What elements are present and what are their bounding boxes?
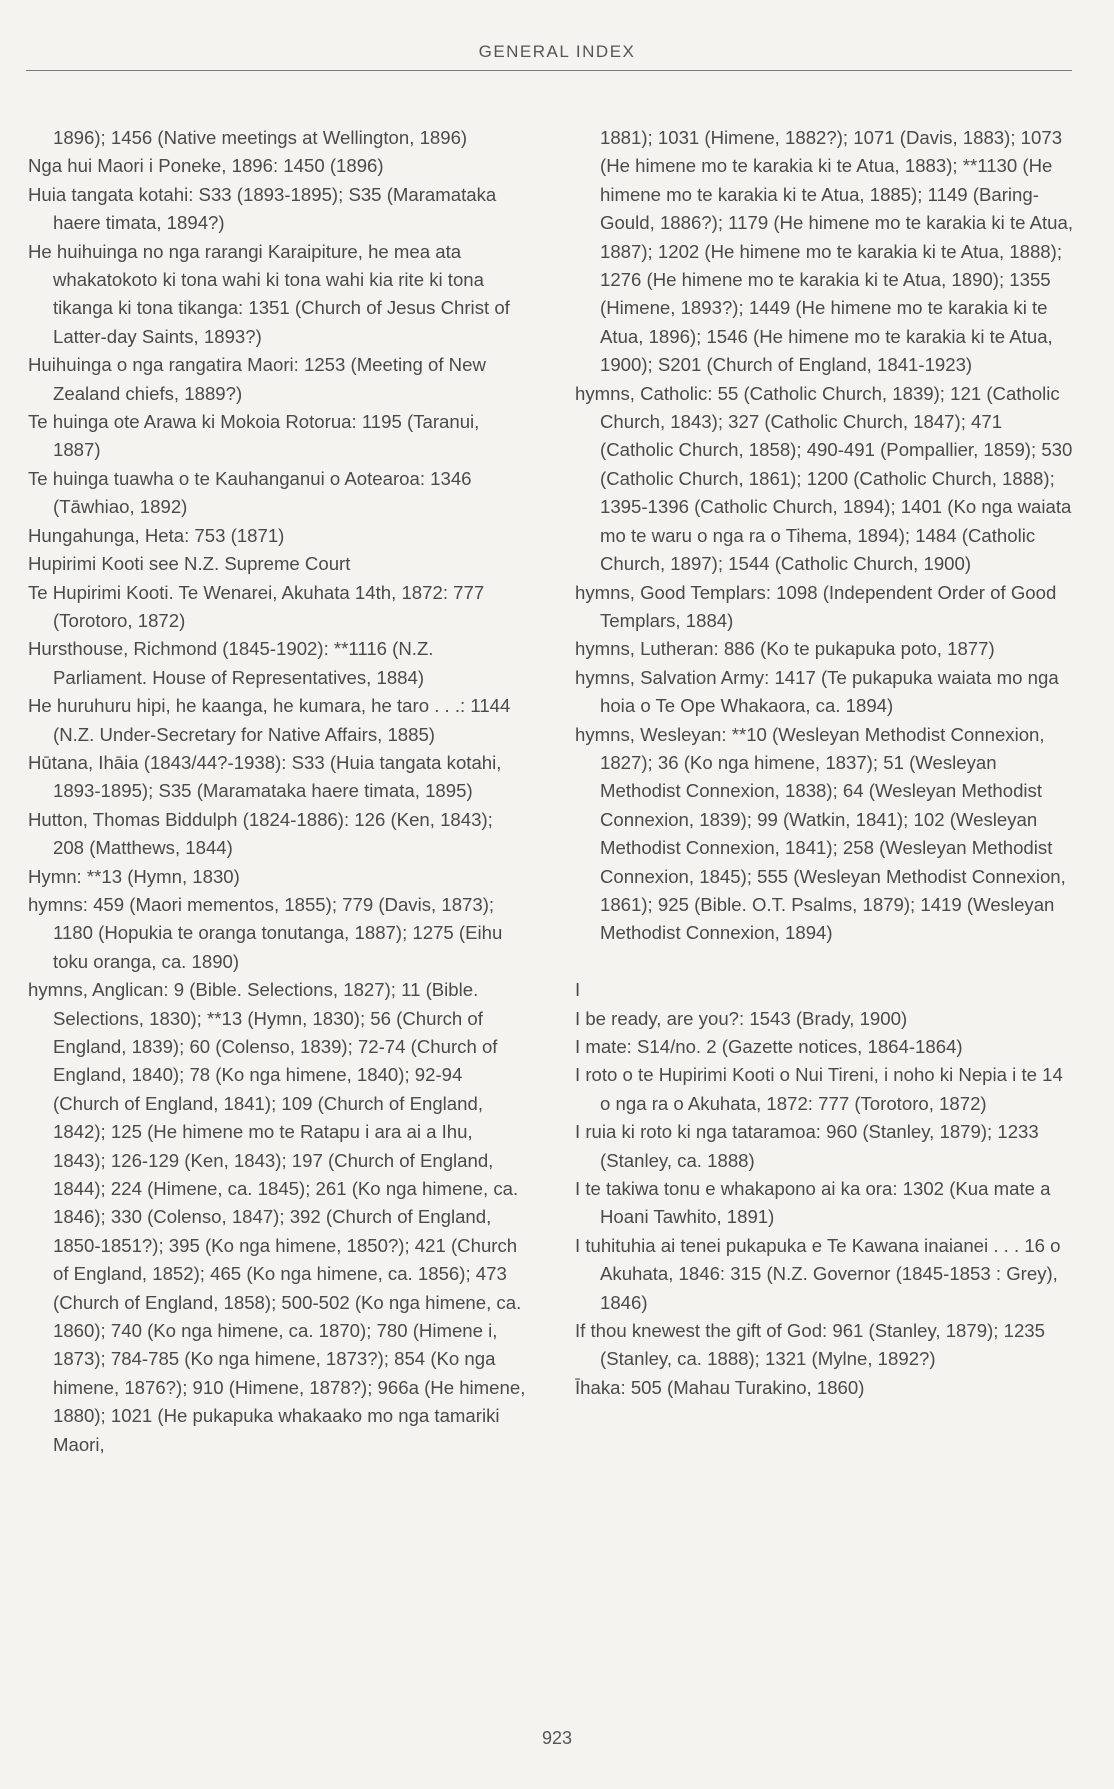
left-column [28, 124, 528, 1459]
index-entry: hymns: 459 (Maori mementos, 1855); 779 (Davis, 1873); 1180 (Hopukia te oranga tonutanga, 1887); 1275 (Eihu toku oranga, ca. 1890) [28, 893, 503, 972]
index-entry: hymns, Wesleyan: **10 (Wesleyan Methodist Connexion, 1827); 36 (Ko nga himene, 1837); 51 (Wesleyan Methodist Connexion, 1838); 64 (Wesleyan Methodist Connexion, 1839); 99 (Watkin, 1841); 102 (Wesleyan Methodist Connexion, 1841); 258 (Wesleyan Methodist Connexion, 1845); 555 (Wesleyan Methodist Connexion, 1861); 925 (Bible. O.T. Psalms, 1879); 1419 (Wesleyan Methodist Connexion, 1894) [575, 723, 1066, 944]
index-entry: hymns, Lutheran: 886 (Ko te pukapuka poto, 1877) [575, 638, 995, 660]
index-entry: Īhaka: 505 (Mahau Turakino, 1860) [575, 1376, 865, 1398]
index-entry: Te Hupirimi Kooti. Te Wenarei, Akuhata 14th, 1872: 777 (Torotoro, 1872) [28, 581, 485, 631]
index-entry: Te huinga tuawha o te Kauhanganui o Aotearoa: 1346 (Tāwhiao, 1892) [28, 467, 472, 518]
index-entry: Hūtana, Ihāia (1843/44?-1938): S33 (Huia tangata kotahi, 1893-1895); S35 (Maramataka haere timata, 1895) [28, 751, 502, 802]
index-entry: He huruhuru hipi, he kaanga, he kumara, he taro . . .: 1144 (N.Z. Under-Secretary for Native Affairs, 1885) [28, 695, 511, 745]
index-entry: I ruia ki roto ki nga tataramoa: 960 (Stanley, 1879); 1233 (Stanley, ca. 1888) [575, 1121, 1039, 1171]
running-header: GENERAL INDEX [478, 42, 636, 61]
index-entry: I be ready, are you?: 1543 (Brady, 1900) [575, 1007, 908, 1029]
index-entry: Hungahunga, Heta: 753 (1871) [28, 524, 285, 546]
index-entry: Huihuinga o nga rangatira Maori: 1253 (Meeting of New Zealand chiefs, 1889?) [28, 354, 486, 404]
header-rule [26, 70, 1072, 71]
index-entry: 1896); 1456 (Native meetings at Wellington, 1896) [53, 127, 468, 148]
index-entry: hymns, Salvation Army: 1417 (Te pukapuka waiata mo nga hoia o Te Ope Whakaora, ca. 1894) [575, 666, 1059, 717]
index-entry: I mate: S14/no. 2 (Gazette notices, 1864-1864) [575, 1035, 963, 1057]
index-entry: Hutton, Thomas Biddulph (1824-1886): 126 (Ken, 1843); 208 (Matthews, 1844) [28, 808, 493, 859]
index-entry: I te takiwa tonu e whakapono ai ka ora: 1302 (Kua mate a Hoani Tawhito, 1891) [575, 1178, 1051, 1228]
section-letter: I [575, 979, 581, 1001]
index-entry: I tuhituhia ai tenei pukapuka e Te Kawana inaianei . . . 16 o Akuhata, 1846: 315 (N.Z. Governor (1845-1853 : Grey), 1846) [575, 1234, 1061, 1313]
section-spacer [575, 948, 1075, 976]
index-entry: If thou knewest the gift of God: 961 (Stanley, 1879); 1235 (Stanley, ca. 1888); 1321 (Mylne, 1892?) [575, 1320, 1045, 1370]
index-entry: hymns, Catholic: 55 (Catholic Church, 1839); 121 (Catholic Church, 1843); 327 (Catholic Church, 1847); 471 (Catholic Church, 1858); 490-491 (Pompallier, 1859); 530 (Catholic Church, 1861); 1200 (Catholic Church, 1888); 1395-1396 (Catholic Church, 1894); 1401 (Ko nga waiata mo te waru o nga ra o Tihema, 1894); 1484 (Catholic Church, 1897); 1544 (Catholic Church, 1900) [575, 382, 1073, 575]
index-entry: hymns, Good Templars: 1098 (Independent Order of Good Templars, 1884) [575, 581, 1057, 631]
right-column [575, 124, 1075, 1402]
index-entry: hymns, Anglican: 9 (Bible. Selections, 1827); 11 (Bible. Selections, 1830); **13 (Hymn, 1830); 56 (Church of England, 1839); 60 (Colenso, 1839); 72-74 (Church of England, 1840); 78 (Ko nga himene, 1840); 92-94 (Church of England, 1841); 109 (Church of England, 1842); 125 (He himene mo te Ratapu i ara ai a Ihu, 1843); 126-129 (Ken, 1843); 197 (Church of England, 1844); 224 (Himene, ca. 1845); 261 (Ko nga himene, ca. 1846); 330 (Colenso, 1847); 392 (Church of England, 1850-1851?); 395 (Ko nga himene, 1850?); 421 (Church of England, 1852); 465 (Ko nga himene, ca. 1856); 473 (Church of England, 1858); 500-502 (Ko nga himene, ca. 1860); 740 (Ko nga himene, ca. 1870); 780 (Himene i, 1873); 784-785 (Ko nga himene, 1873?); 854 (Ko nga himene, 1876?); 910 (Himene, 1878?); 966a (He himene, 1880); 1021 (He pukapuka whakaako mo nga tamariki Maori, [28, 979, 526, 1455]
index-entry: He huihuinga no nga rarangi Karaipiture, he mea ata whakatokoto ki tona wahi ki tona wahi kia rite ki tona tikanga ki tona tikanga: 1351 (Church of Jesus Christ of Latter-day Saints, 1893?) [28, 240, 510, 347]
page-number: 923 [541, 1728, 573, 1748]
index-entry: Te huinga ote Arawa ki Mokoia Rotorua: 1195 (Taranui, 1887) [28, 411, 480, 461]
index-entry: Hupirimi Kooti see N.Z. Supreme Court [28, 553, 351, 575]
index-entry: 1881); 1031 (Himene, 1882?); 1071 (Davis, 1883); 1073 (He himene mo te karakia ki te Atua, 1883); **1130 (He himene mo te karakia ki te Atua, 1885); 1149 (Baring-Gould, 1886?); 1179 (He himene mo te karakia ki te Atua, 1887); 1202 (He himene mo te karakia ki te Atua, 1888); 1276 (He himene mo te karakia ki te Atua, 1890); 1355 (Himene, 1893?); 1449 (He himene mo te karakia ki te Atua, 1896); 1546 (He himene mo te karakia ki te Atua, 1900); S201 (Church of England, 1841-1923) [600, 127, 1074, 376]
index-entry: Hursthouse, Richmond (1845-1902): **1116 (N.Z. Parliament. House of Representatives, 1884) [28, 638, 434, 688]
index-entry: Hymn: **13 (Hymn, 1830) [28, 865, 240, 887]
index-entry: Huia tangata kotahi: S33 (1893-1895); S35 (Maramataka haere timata, 1894?) [28, 183, 497, 234]
index-entry: I roto o te Hupirimi Kooti o Nui Tireni, i noho ki Nepia i te 14 o nga ra o Akuhata, 1872: 777 (Torotoro, 1872) [575, 1064, 1063, 1114]
index-entry: Nga hui Maori i Poneke, 1896: 1450 (1896) [28, 155, 384, 177]
